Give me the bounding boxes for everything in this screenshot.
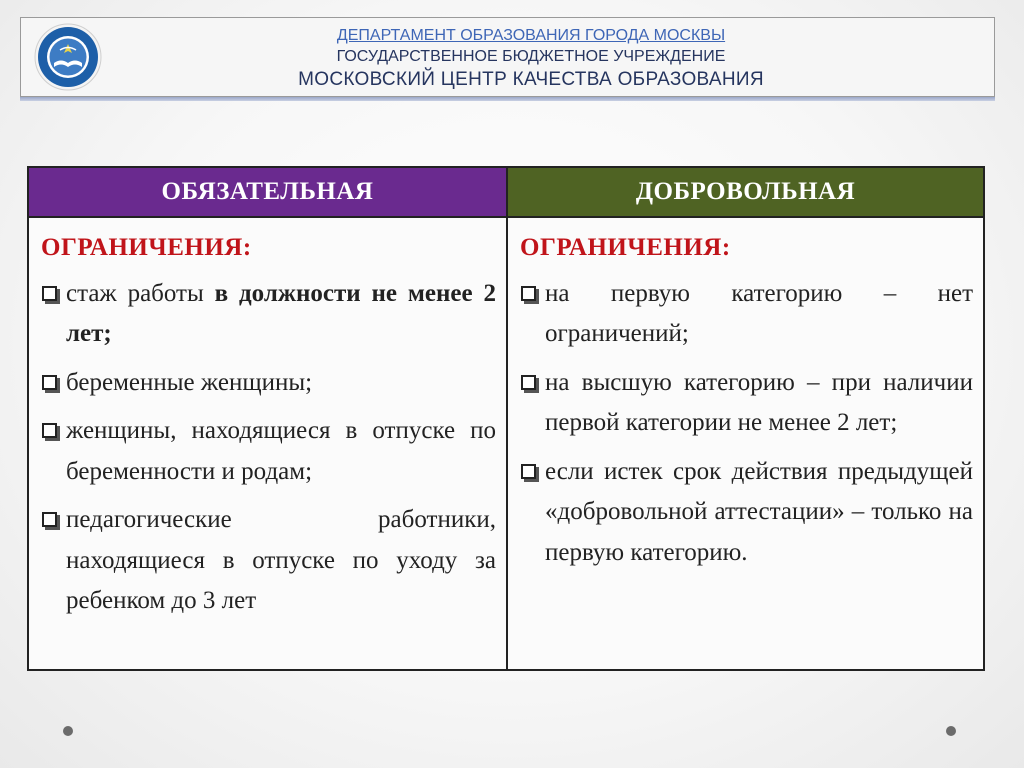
restrictions-heading: ОГРАНИЧЕНИЯ: xyxy=(41,234,252,261)
restrictions-heading: ОГРАНИЧЕНИЯ: xyxy=(520,234,731,261)
mandatory-restrictions-list xyxy=(41,274,496,622)
checkbox-square-icon xyxy=(521,464,536,479)
header-banner xyxy=(20,17,995,97)
header-text xyxy=(171,25,891,92)
voluntary-restrictions-list xyxy=(520,274,973,574)
checkbox-square-icon xyxy=(42,512,57,527)
header-divider xyxy=(20,97,995,101)
list-item xyxy=(41,500,496,622)
mandatory-column-cell xyxy=(29,218,508,669)
list-item xyxy=(41,274,496,355)
department-link[interactable]: ДЕПАРТАМЕНТ ОБРАЗОВАНИЯ ГОРОДА МОСКВЫ xyxy=(336,27,726,44)
checkbox-square-icon xyxy=(42,423,57,438)
list-item xyxy=(520,452,973,574)
checkbox-square-icon xyxy=(42,286,57,301)
list-item xyxy=(520,274,973,355)
institution-type: ГОСУДАРСТВЕННОЕ БЮДЖЕТНОЕ УЧРЕЖДЕНИЕ xyxy=(336,48,726,65)
checkbox-square-icon xyxy=(521,286,536,301)
list-item-text: на первую категорию – нет ограничений; xyxy=(545,279,973,347)
slide-corner-dot-left xyxy=(63,726,73,736)
checkbox-square-icon xyxy=(521,375,536,390)
list-item-text: если истек срок действия предыдущей «добровольной аттестации» – только на первую категорию. xyxy=(545,457,973,566)
list-item-text-regular: стаж работы xyxy=(66,279,215,307)
list-item-text-bold: в должности не менее 2 лет; xyxy=(66,279,496,347)
list-item-text: женщины, находящиеся в отпуске по беременности и родам; xyxy=(66,417,496,485)
column-header-mandatory: ОБЯЗАТЕЛЬНАЯ xyxy=(29,168,508,218)
list-item-text: на высшую категорию – при наличии первой категории не менее 2 лет; xyxy=(545,368,973,436)
list-item xyxy=(520,363,973,444)
slide-corner-dot-right xyxy=(946,726,956,736)
voluntary-column-cell xyxy=(508,218,983,669)
list-item xyxy=(41,411,496,492)
list-item xyxy=(41,363,496,404)
book-globe-emblem-icon xyxy=(34,23,102,91)
list-item-text xyxy=(66,274,496,355)
list-item-text: беременные женщины; xyxy=(66,368,313,396)
list-item-text: педагогические работники, находящиеся в отпуске по уходу за ребенком до 3 лет xyxy=(66,506,496,614)
checkbox-square-icon xyxy=(42,375,57,390)
column-header-voluntary: ДОБРОВОЛЬНАЯ xyxy=(508,168,983,218)
comparison-table xyxy=(27,166,985,671)
institution-name: МОСКОВСКИЙ ЦЕНТР КАЧЕСТВА ОБРАЗОВАНИЯ xyxy=(298,69,764,90)
